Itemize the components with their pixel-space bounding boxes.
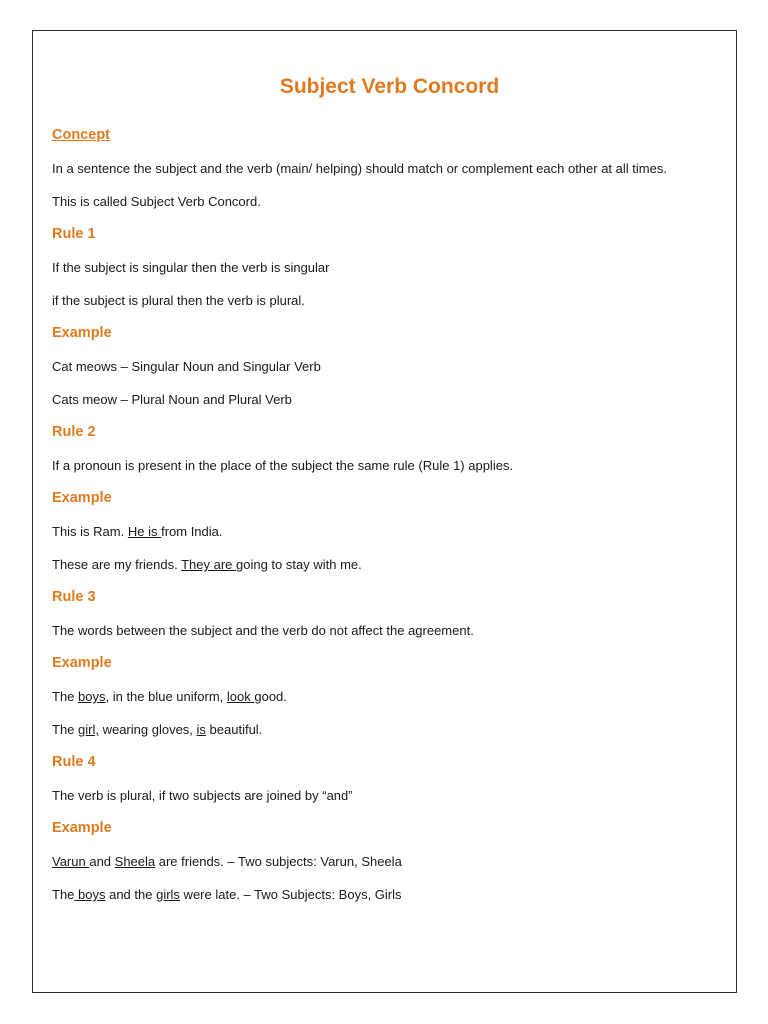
text-span: , in the blue uniform,	[105, 689, 227, 704]
example-3-sentence-1	[52, 686, 712, 707]
text-span: are friends. – Two subjects: Varun, Sheela	[155, 854, 402, 869]
heading-rule-1: Rule 1	[52, 226, 96, 242]
underlined-text: He is	[127, 524, 162, 539]
text-span: were late. – Two Subjects: Boys, Girls	[179, 887, 402, 902]
example-3-sentence-2	[52, 719, 712, 740]
heading-rule-2: Rule 2	[52, 424, 96, 440]
text-span: The	[52, 722, 79, 737]
underlined-text: boys	[78, 689, 106, 704]
example-2-sentence-2	[52, 554, 712, 575]
text-span: beautiful.	[205, 722, 263, 737]
text-span: from India.	[161, 524, 223, 539]
heading-example-2: Example	[52, 490, 112, 506]
underlined-text: Varun	[52, 854, 90, 869]
text-span: and the	[105, 887, 157, 902]
text-span: going to stay with me.	[236, 557, 362, 572]
document-content	[52, 72, 712, 917]
heading-concept: Concept	[52, 127, 110, 143]
heading-rule-4: Rule 4	[52, 754, 96, 770]
text-span: good.	[254, 689, 287, 704]
text-span: The	[52, 887, 75, 902]
underlined-text: girls	[156, 887, 180, 902]
rule-2-paragraph-1: If a pronoun is present in the place of the subject the same rule (Rule 1) applies.	[52, 458, 514, 473]
text-span: The	[52, 689, 79, 704]
rule-4-paragraph-1: The verb is plural, if two subjects are joined by “and”	[52, 788, 353, 803]
concept-paragraph-2: This is called Subject Verb Concord.	[52, 194, 261, 209]
example-1-sentence-2: Cats meow – Plural Noun and Plural Verb	[52, 392, 292, 407]
example-4-sentence-2	[52, 884, 712, 905]
heading-rule-3: Rule 3	[52, 589, 96, 605]
example-2-sentence-1	[52, 521, 712, 542]
heading-example-3: Example	[52, 655, 112, 671]
example-4-sentence-1	[52, 851, 712, 872]
underlined-text: look	[226, 689, 255, 704]
underlined-text: Sheela	[114, 854, 156, 869]
document-title: Subject Verb Concord	[279, 75, 500, 98]
text-span: and	[89, 854, 115, 869]
example-1-sentence-1: Cat meows – Singular Noun and Singular Verb	[52, 359, 321, 374]
text-span: These are my friends.	[52, 557, 182, 572]
rule-3-paragraph-1: The words between the subject and the verb do not affect the agreement.	[52, 623, 474, 638]
underlined-text: girl,	[78, 722, 99, 737]
underlined-text: They are	[181, 557, 237, 572]
heading-example-4: Example	[52, 820, 112, 836]
underlined-text: boys	[74, 887, 106, 902]
text-span: wearing gloves,	[98, 722, 197, 737]
heading-example-1: Example	[52, 325, 112, 341]
concept-paragraph-1: In a sentence the subject and the verb (main/ helping) should match or complement each other at all times.	[52, 161, 667, 176]
text-span: This is Ram.	[52, 524, 128, 539]
underlined-text: is	[196, 722, 206, 737]
rule-1-paragraph-1: If the subject is singular then the verb is singular	[52, 260, 330, 275]
rule-1-paragraph-2: if the subject is plural then the verb is plural.	[52, 293, 305, 308]
